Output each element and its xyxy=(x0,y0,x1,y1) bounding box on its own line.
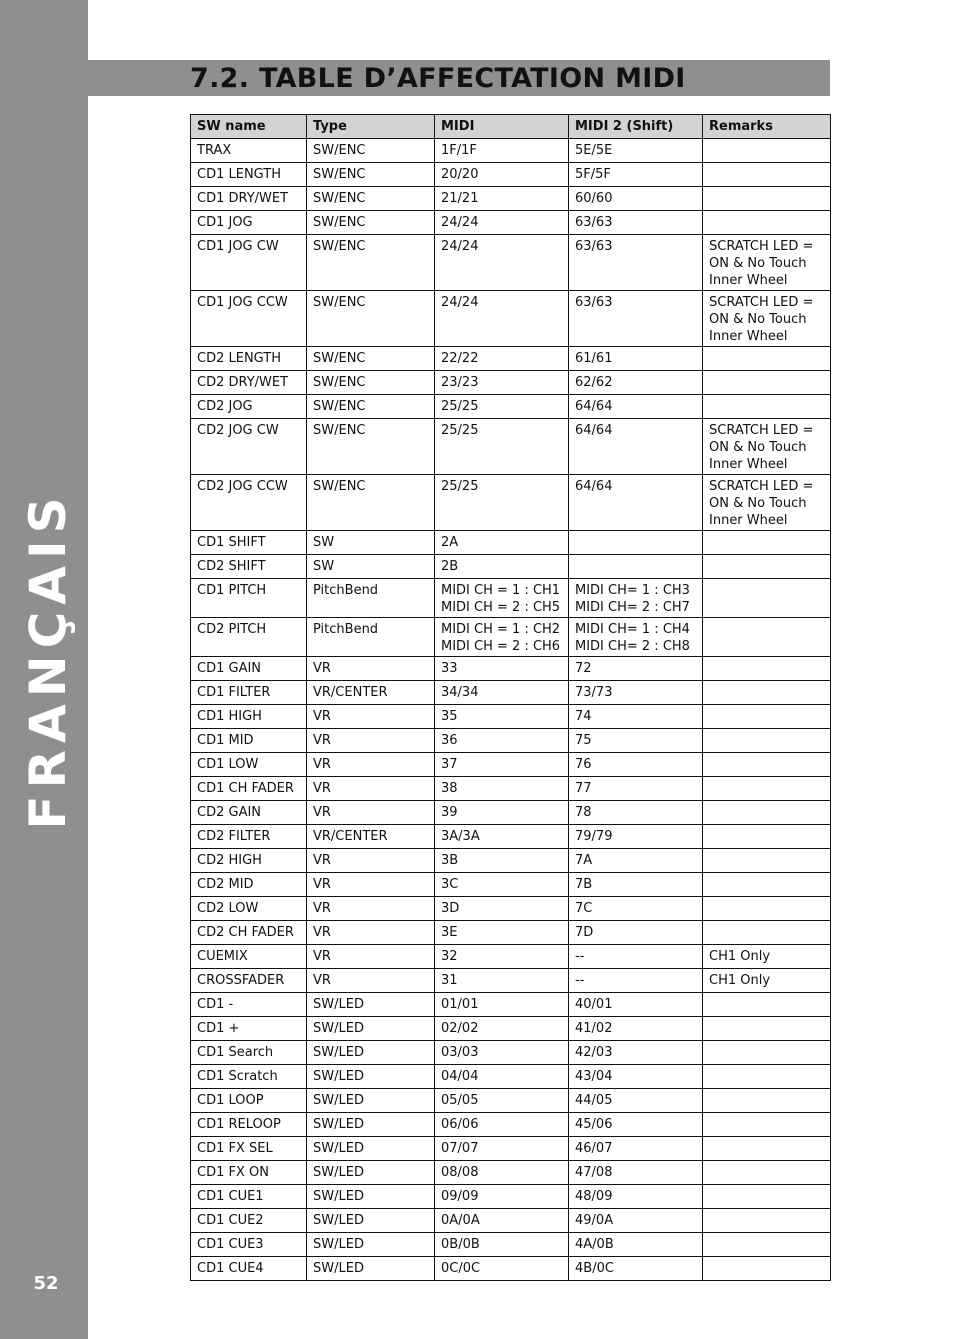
cell-sw-name: CD1 Search xyxy=(191,1041,307,1065)
cell-midi: 25/25 xyxy=(435,395,569,419)
header-type: Type xyxy=(307,115,435,139)
header-midi2-shift: MIDI 2 (Shift) xyxy=(569,115,703,139)
cell-remarks xyxy=(703,729,831,753)
cell-sw-name: CD2 HIGH xyxy=(191,849,307,873)
table-row xyxy=(191,801,831,825)
table-row xyxy=(191,1233,831,1257)
table-row xyxy=(191,1257,831,1281)
table-row xyxy=(191,969,831,993)
table-row xyxy=(191,163,831,187)
cell-midi2-shift: 60/60 xyxy=(569,187,703,211)
cell-midi: 03/03 xyxy=(435,1041,569,1065)
cell-sw-name: CD2 PITCH xyxy=(191,618,307,657)
cell-type: VR xyxy=(307,777,435,801)
table-row xyxy=(191,235,831,291)
cell-type: SW/ENC xyxy=(307,139,435,163)
cell-remarks: SCRATCH LED = ON & No Touch Inner Wheel xyxy=(703,235,831,291)
cell-remarks xyxy=(703,777,831,801)
cell-remarks xyxy=(703,579,831,618)
cell-remarks xyxy=(703,921,831,945)
cell-remarks xyxy=(703,825,831,849)
cell-midi2-shift: 62/62 xyxy=(569,371,703,395)
cell-midi: 06/06 xyxy=(435,1113,569,1137)
cell-midi2-shift: 7D xyxy=(569,921,703,945)
table-row xyxy=(191,1041,831,1065)
cell-type: VR xyxy=(307,897,435,921)
cell-midi: 21/21 xyxy=(435,187,569,211)
cell-sw-name: CD1 CUE2 xyxy=(191,1209,307,1233)
cell-type: SW xyxy=(307,531,435,555)
cell-remarks xyxy=(703,163,831,187)
cell-midi: 36 xyxy=(435,729,569,753)
table-row xyxy=(191,371,831,395)
cell-sw-name: CD2 FILTER xyxy=(191,825,307,849)
cell-remarks xyxy=(703,1185,831,1209)
cell-midi: 05/05 xyxy=(435,1089,569,1113)
cell-remarks xyxy=(703,1209,831,1233)
table-row xyxy=(191,139,831,163)
cell-midi2-shift: 72 xyxy=(569,657,703,681)
cell-midi2-shift: 64/64 xyxy=(569,475,703,531)
table-row xyxy=(191,1161,831,1185)
cell-type: SW/LED xyxy=(307,1137,435,1161)
cell-remarks xyxy=(703,395,831,419)
cell-remarks xyxy=(703,849,831,873)
table-row xyxy=(191,531,831,555)
cell-midi: 23/23 xyxy=(435,371,569,395)
cell-remarks: SCRATCH LED = ON & No Touch Inner Wheel xyxy=(703,291,831,347)
cell-midi: 3B xyxy=(435,849,569,873)
cell-sw-name: CD1 DRY/WET xyxy=(191,187,307,211)
cell-sw-name: CD1 JOG xyxy=(191,211,307,235)
cell-type: VR xyxy=(307,729,435,753)
cell-midi2-shift: 48/09 xyxy=(569,1185,703,1209)
cell-remarks xyxy=(703,1233,831,1257)
cell-midi: 39 xyxy=(435,801,569,825)
cell-midi: MIDI CH = 1 : CH2 MIDI CH = 2 : CH6 xyxy=(435,618,569,657)
table-row xyxy=(191,657,831,681)
cell-sw-name: CD1 HIGH xyxy=(191,705,307,729)
cell-midi2-shift xyxy=(569,555,703,579)
cell-type: SW/ENC xyxy=(307,187,435,211)
cell-remarks: CH1 Only xyxy=(703,945,831,969)
cell-midi2-shift: 64/64 xyxy=(569,419,703,475)
cell-type: VR xyxy=(307,945,435,969)
cell-remarks xyxy=(703,371,831,395)
cell-midi2-shift: 77 xyxy=(569,777,703,801)
table-row xyxy=(191,825,831,849)
cell-sw-name: CD1 + xyxy=(191,1017,307,1041)
cell-remarks xyxy=(703,187,831,211)
midi-mapping-table xyxy=(190,114,831,1281)
cell-type: PitchBend xyxy=(307,579,435,618)
table-row xyxy=(191,777,831,801)
cell-sw-name: CD1 PITCH xyxy=(191,579,307,618)
cell-midi: 01/01 xyxy=(435,993,569,1017)
cell-remarks xyxy=(703,1161,831,1185)
table-row xyxy=(191,395,831,419)
cell-remarks xyxy=(703,139,831,163)
cell-type: SW xyxy=(307,555,435,579)
cell-midi2-shift: MIDI CH= 1 : CH3 MIDI CH= 2 : CH7 xyxy=(569,579,703,618)
cell-midi: 22/22 xyxy=(435,347,569,371)
cell-type: SW/LED xyxy=(307,1113,435,1137)
cell-remarks xyxy=(703,801,831,825)
cell-sw-name: CD2 CH FADER xyxy=(191,921,307,945)
cell-type: SW/ENC xyxy=(307,371,435,395)
cell-midi: 0C/0C xyxy=(435,1257,569,1281)
cell-type: SW/ENC xyxy=(307,291,435,347)
cell-midi: 34/34 xyxy=(435,681,569,705)
cell-remarks xyxy=(703,555,831,579)
cell-remarks xyxy=(703,873,831,897)
cell-midi2-shift: 4B/0C xyxy=(569,1257,703,1281)
cell-midi: 24/24 xyxy=(435,235,569,291)
cell-midi: 0B/0B xyxy=(435,1233,569,1257)
cell-midi: 04/04 xyxy=(435,1065,569,1089)
cell-type: SW/ENC xyxy=(307,211,435,235)
cell-type: SW/ENC xyxy=(307,347,435,371)
cell-midi: 24/24 xyxy=(435,291,569,347)
cell-midi2-shift: 63/63 xyxy=(569,235,703,291)
cell-remarks xyxy=(703,1113,831,1137)
cell-sw-name: CD1 JOG CW xyxy=(191,235,307,291)
cell-sw-name: CD2 SHIFT xyxy=(191,555,307,579)
cell-type: SW/LED xyxy=(307,1185,435,1209)
cell-midi: 2A xyxy=(435,531,569,555)
cell-sw-name: CD1 CUE1 xyxy=(191,1185,307,1209)
cell-midi: 33 xyxy=(435,657,569,681)
cell-midi: 02/02 xyxy=(435,1017,569,1041)
cell-midi: MIDI CH = 1 : CH1 MIDI CH = 2 : CH5 xyxy=(435,579,569,618)
cell-midi: 35 xyxy=(435,705,569,729)
cell-midi2-shift: 5F/5F xyxy=(569,163,703,187)
cell-midi2-shift: 46/07 xyxy=(569,1137,703,1161)
cell-midi2-shift: 63/63 xyxy=(569,211,703,235)
cell-remarks xyxy=(703,531,831,555)
cell-midi2-shift: 7A xyxy=(569,849,703,873)
cell-remarks xyxy=(703,657,831,681)
cell-midi2-shift xyxy=(569,531,703,555)
cell-type: VR xyxy=(307,705,435,729)
cell-type: VR xyxy=(307,849,435,873)
cell-midi: 1F/1F xyxy=(435,139,569,163)
cell-midi: 20/20 xyxy=(435,163,569,187)
cell-midi: 09/09 xyxy=(435,1185,569,1209)
cell-midi: 38 xyxy=(435,777,569,801)
cell-type: SW/LED xyxy=(307,993,435,1017)
cell-type: SW/ENC xyxy=(307,395,435,419)
cell-remarks xyxy=(703,753,831,777)
table-row xyxy=(191,1089,831,1113)
cell-midi: 0A/0A xyxy=(435,1209,569,1233)
cell-type: SW/ENC xyxy=(307,475,435,531)
header-remarks: Remarks xyxy=(703,115,831,139)
cell-sw-name: CD1 FX ON xyxy=(191,1161,307,1185)
cell-midi: 3D xyxy=(435,897,569,921)
cell-type: SW/ENC xyxy=(307,235,435,291)
cell-sw-name: CD1 - xyxy=(191,993,307,1017)
cell-remarks xyxy=(703,993,831,1017)
cell-sw-name: CD1 Scratch xyxy=(191,1065,307,1089)
page-number: 52 xyxy=(33,1273,59,1294)
cell-midi2-shift: 43/04 xyxy=(569,1065,703,1089)
cell-remarks xyxy=(703,1017,831,1041)
table-row xyxy=(191,1017,831,1041)
cell-midi: 3E xyxy=(435,921,569,945)
cell-type: SW/LED xyxy=(307,1065,435,1089)
table-row xyxy=(191,1209,831,1233)
cell-sw-name: TRAX xyxy=(191,139,307,163)
cell-sw-name: CD1 CUE4 xyxy=(191,1257,307,1281)
cell-sw-name: CD1 MID xyxy=(191,729,307,753)
cell-type: VR xyxy=(307,657,435,681)
cell-remarks xyxy=(703,681,831,705)
table-row xyxy=(191,475,831,531)
cell-type: PitchBend xyxy=(307,618,435,657)
cell-midi: 08/08 xyxy=(435,1161,569,1185)
table-body xyxy=(191,139,831,1281)
cell-sw-name: CD2 JOG xyxy=(191,395,307,419)
cell-type: SW/ENC xyxy=(307,419,435,475)
cell-sw-name: CD1 RELOOP xyxy=(191,1113,307,1137)
cell-remarks: CH1 Only xyxy=(703,969,831,993)
cell-sw-name: CD1 SHIFT xyxy=(191,531,307,555)
cell-midi: 24/24 xyxy=(435,211,569,235)
table-row xyxy=(191,1137,831,1161)
table-row xyxy=(191,753,831,777)
cell-remarks xyxy=(703,1137,831,1161)
cell-sw-name: CD2 JOG CW xyxy=(191,419,307,475)
table-row xyxy=(191,291,831,347)
cell-midi2-shift: 47/08 xyxy=(569,1161,703,1185)
table-row xyxy=(191,347,831,371)
cell-sw-name: CD2 JOG CCW xyxy=(191,475,307,531)
table-row xyxy=(191,849,831,873)
table-header-row xyxy=(191,115,831,139)
cell-type: VR xyxy=(307,801,435,825)
cell-remarks xyxy=(703,618,831,657)
cell-midi: 31 xyxy=(435,969,569,993)
table-row xyxy=(191,873,831,897)
cell-midi: 37 xyxy=(435,753,569,777)
cell-midi2-shift: 49/0A xyxy=(569,1209,703,1233)
cell-type: SW/LED xyxy=(307,1257,435,1281)
cell-midi: 25/25 xyxy=(435,475,569,531)
cell-midi: 32 xyxy=(435,945,569,969)
cell-sw-name: CUEMIX xyxy=(191,945,307,969)
cell-sw-name: CD1 JOG CCW xyxy=(191,291,307,347)
cell-sw-name: CD1 CUE3 xyxy=(191,1233,307,1257)
cell-type: SW/LED xyxy=(307,1017,435,1041)
cell-remarks xyxy=(703,1257,831,1281)
cell-sw-name: CD1 FX SEL xyxy=(191,1137,307,1161)
table-row xyxy=(191,618,831,657)
cell-midi2-shift: 45/06 xyxy=(569,1113,703,1137)
table-row xyxy=(191,729,831,753)
cell-midi2-shift: 64/64 xyxy=(569,395,703,419)
cell-midi2-shift: MIDI CH= 1 : CH4 MIDI CH= 2 : CH8 xyxy=(569,618,703,657)
cell-remarks xyxy=(703,347,831,371)
cell-midi: 25/25 xyxy=(435,419,569,475)
cell-midi2-shift: 4A/0B xyxy=(569,1233,703,1257)
cell-midi2-shift: 76 xyxy=(569,753,703,777)
cell-sw-name: CD2 DRY/WET xyxy=(191,371,307,395)
cell-sw-name: CD1 GAIN xyxy=(191,657,307,681)
cell-type: SW/LED xyxy=(307,1233,435,1257)
cell-midi2-shift: -- xyxy=(569,969,703,993)
table-row xyxy=(191,1185,831,1209)
table-row xyxy=(191,1113,831,1137)
cell-midi2-shift: 41/02 xyxy=(569,1017,703,1041)
table-row xyxy=(191,211,831,235)
table-row xyxy=(191,945,831,969)
cell-midi: 2B xyxy=(435,555,569,579)
cell-midi2-shift: 7B xyxy=(569,873,703,897)
cell-sw-name: CROSSFADER xyxy=(191,969,307,993)
cell-midi2-shift: 63/63 xyxy=(569,291,703,347)
cell-midi2-shift: 73/73 xyxy=(569,681,703,705)
cell-type: SW/LED xyxy=(307,1209,435,1233)
cell-midi2-shift: 75 xyxy=(569,729,703,753)
table-row xyxy=(191,993,831,1017)
cell-sw-name: CD1 FILTER xyxy=(191,681,307,705)
language-label: FRANÇAIS xyxy=(19,490,77,830)
page-title: 7.2. TABLE D’AFFECTATION MIDI xyxy=(190,63,686,94)
cell-remarks: SCRATCH LED = ON & No Touch Inner Wheel xyxy=(703,475,831,531)
cell-type: VR/CENTER xyxy=(307,681,435,705)
table-row xyxy=(191,555,831,579)
table-row xyxy=(191,681,831,705)
cell-sw-name: CD1 LENGTH xyxy=(191,163,307,187)
header-sw-name: SW name xyxy=(191,115,307,139)
cell-type: SW/LED xyxy=(307,1161,435,1185)
table-row xyxy=(191,187,831,211)
cell-midi: 3C xyxy=(435,873,569,897)
cell-midi2-shift: 42/03 xyxy=(569,1041,703,1065)
table-row xyxy=(191,921,831,945)
cell-sw-name: CD2 LENGTH xyxy=(191,347,307,371)
cell-remarks xyxy=(703,1065,831,1089)
cell-sw-name: CD2 GAIN xyxy=(191,801,307,825)
cell-midi2-shift: 61/61 xyxy=(569,347,703,371)
cell-midi2-shift: 74 xyxy=(569,705,703,729)
cell-remarks xyxy=(703,1041,831,1065)
cell-sw-name: CD1 LOW xyxy=(191,753,307,777)
cell-remarks: SCRATCH LED = ON & No Touch Inner Wheel xyxy=(703,419,831,475)
cell-type: VR xyxy=(307,969,435,993)
cell-midi2-shift: 44/05 xyxy=(569,1089,703,1113)
cell-type: VR xyxy=(307,921,435,945)
cell-midi: 3A/3A xyxy=(435,825,569,849)
cell-sw-name: CD1 LOOP xyxy=(191,1089,307,1113)
cell-remarks xyxy=(703,705,831,729)
cell-type: VR xyxy=(307,873,435,897)
cell-type: SW/LED xyxy=(307,1041,435,1065)
cell-sw-name: CD2 LOW xyxy=(191,897,307,921)
cell-remarks xyxy=(703,1089,831,1113)
cell-remarks xyxy=(703,897,831,921)
table-row xyxy=(191,897,831,921)
cell-midi2-shift: -- xyxy=(569,945,703,969)
cell-type: VR xyxy=(307,753,435,777)
cell-midi2-shift: 5E/5E xyxy=(569,139,703,163)
cell-type: SW/LED xyxy=(307,1089,435,1113)
table-row xyxy=(191,419,831,475)
header-midi: MIDI xyxy=(435,115,569,139)
cell-midi: 07/07 xyxy=(435,1137,569,1161)
cell-type: SW/ENC xyxy=(307,163,435,187)
cell-sw-name: CD1 CH FADER xyxy=(191,777,307,801)
cell-midi2-shift: 78 xyxy=(569,801,703,825)
table-row xyxy=(191,1065,831,1089)
table-row xyxy=(191,579,831,618)
table-row xyxy=(191,705,831,729)
cell-remarks xyxy=(703,211,831,235)
cell-type: VR/CENTER xyxy=(307,825,435,849)
cell-midi2-shift: 7C xyxy=(569,897,703,921)
cell-midi2-shift: 40/01 xyxy=(569,993,703,1017)
cell-midi2-shift: 79/79 xyxy=(569,825,703,849)
cell-sw-name: CD2 MID xyxy=(191,873,307,897)
